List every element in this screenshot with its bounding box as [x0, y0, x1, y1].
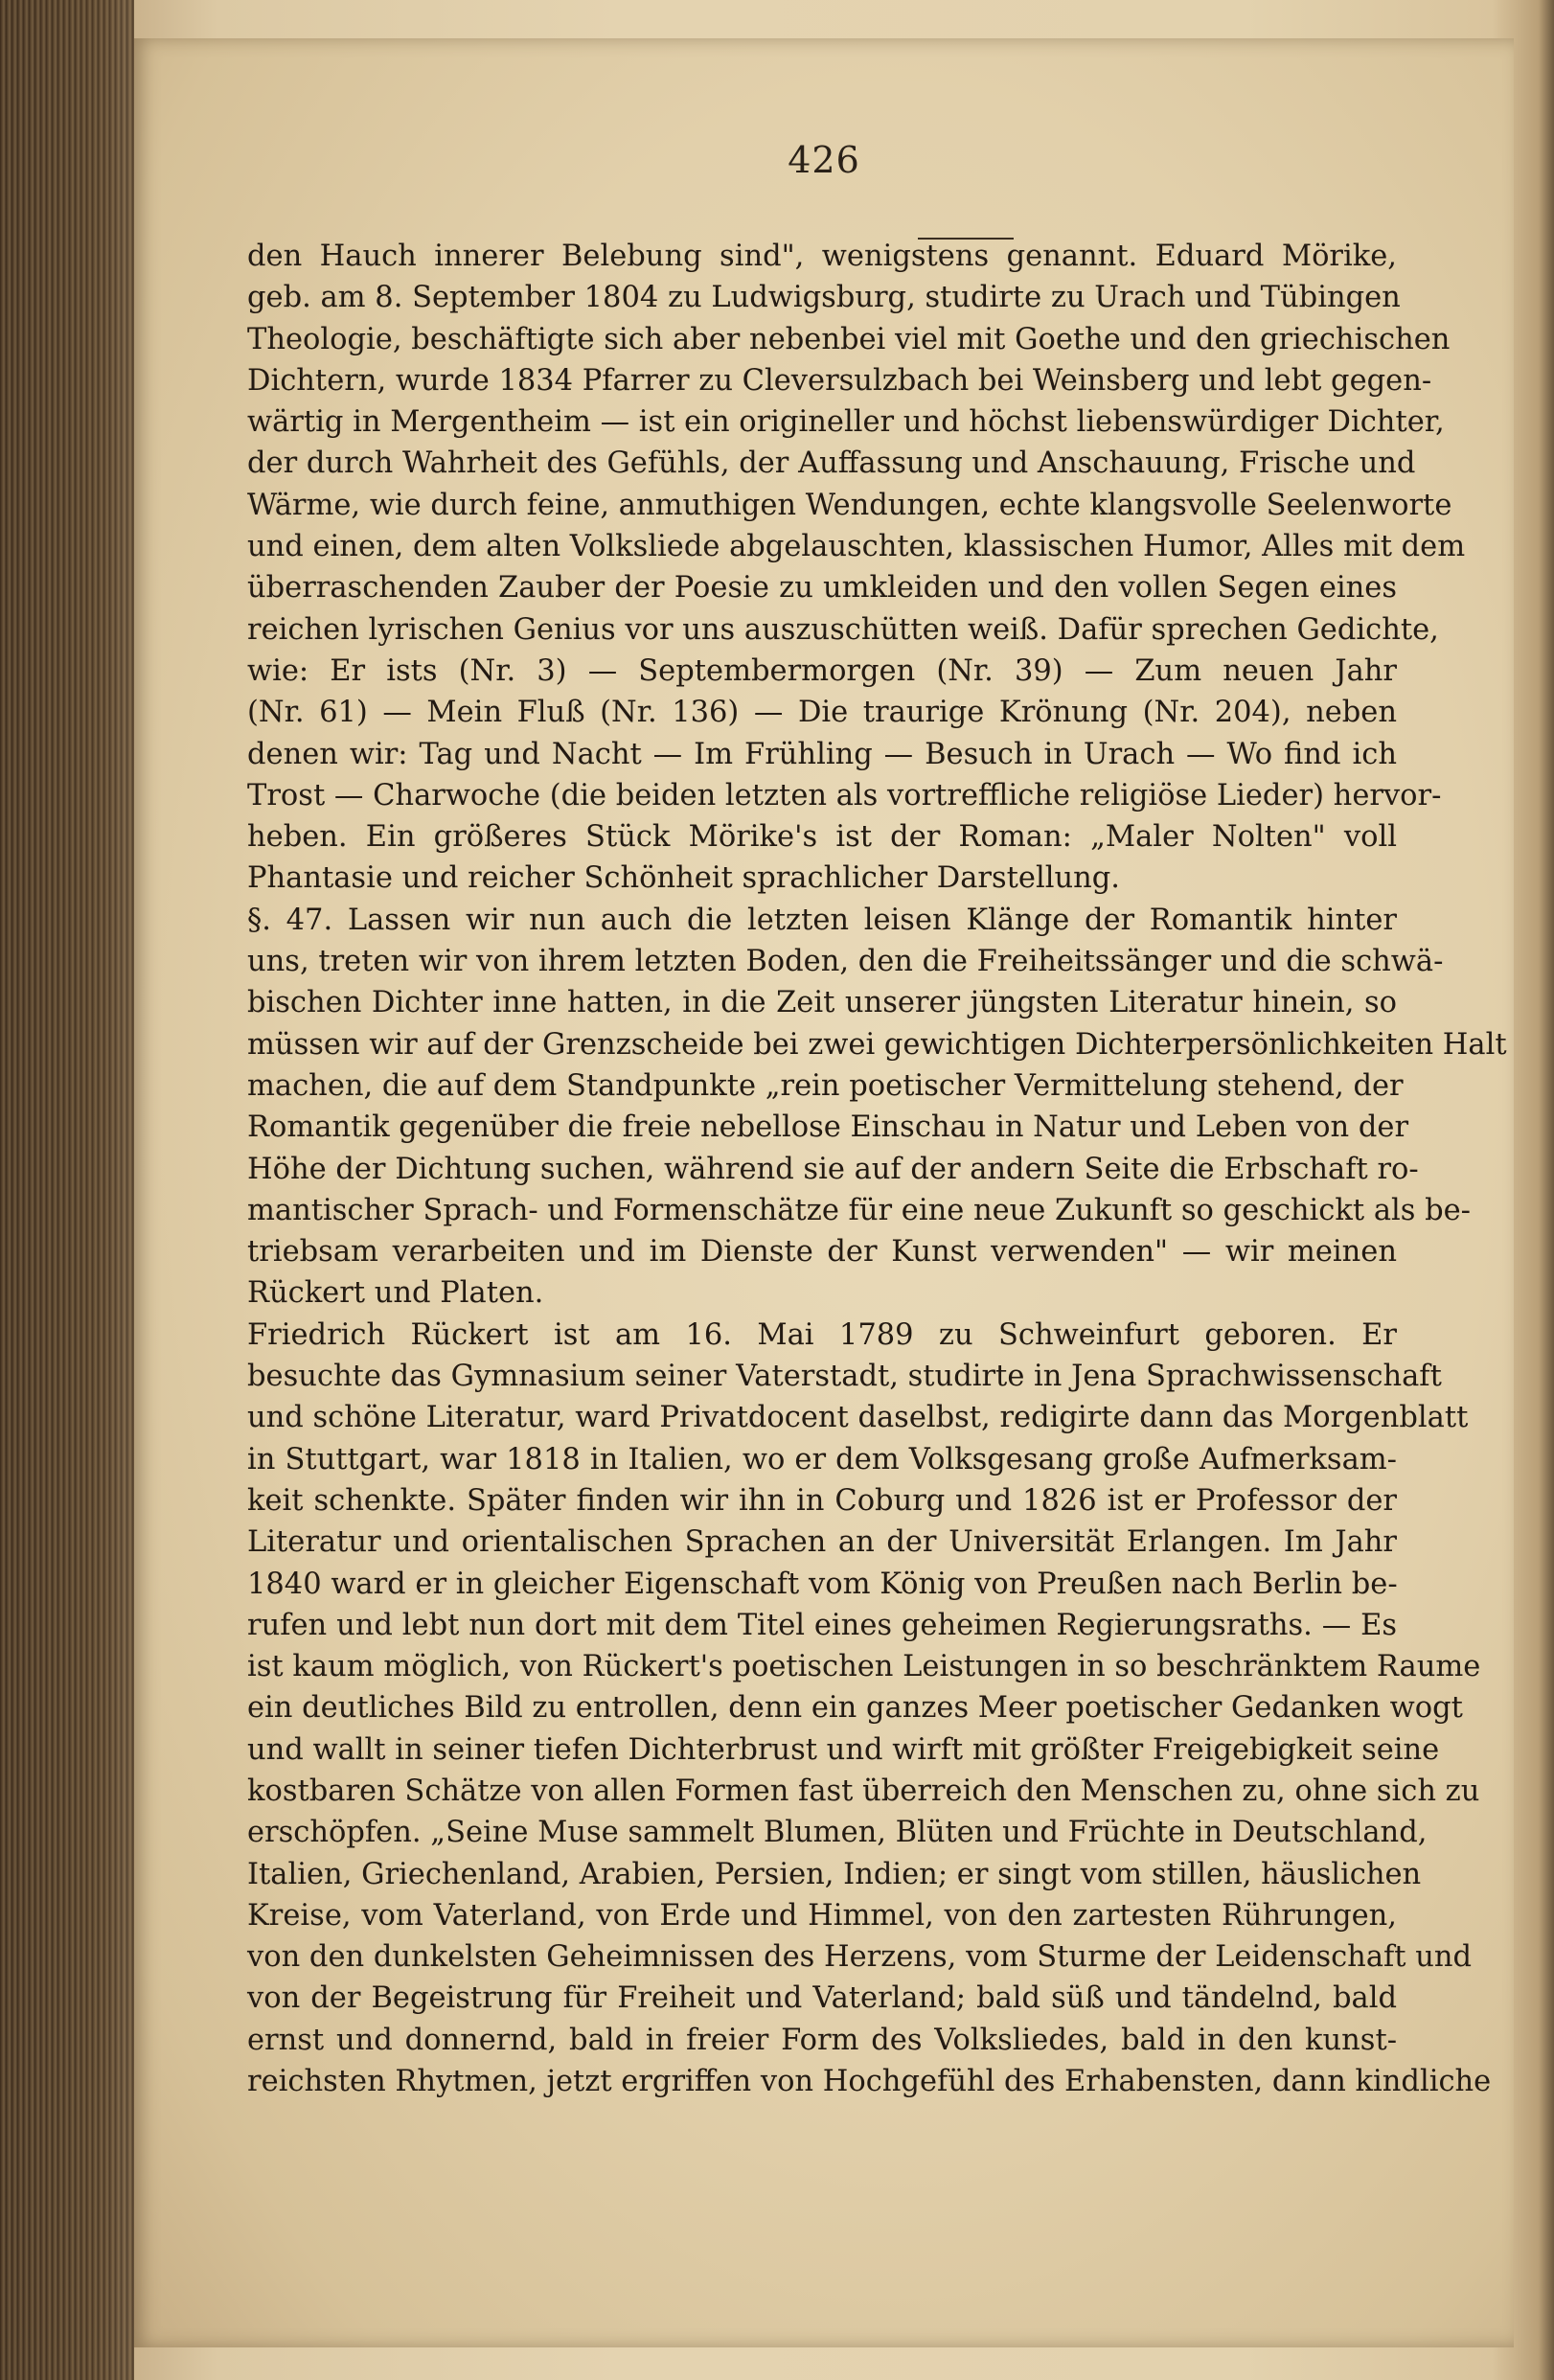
page-edges [0, 0, 134, 2380]
text-line: ein deutliches Bild zu entrollen, denn ein ganzes Meer poetischer Gedanken wogt [247, 1691, 1463, 1726]
text-line: Theologie, beschäftigte sich aber nebenbei viel mit Goethe und den griechischen [247, 322, 1451, 356]
text-line: Höhe der Dichtung suchen, während sie auf der andern Seite die Erbschaft ro- [247, 1152, 1419, 1186]
text-line: überraschenden Zauber der Poesie zu umkleiden und den vollen Segen eines [247, 571, 1397, 606]
text-line: Trost — Charwoche (die beiden letzten als vortreffliche religiöse Lieder) hervor- [247, 778, 1442, 812]
body-text [247, 236, 1507, 2102]
text-line: und schöne Literatur, ward Privatdocent daselbst, redigirte dann das Morgenblatt [247, 1401, 1469, 1435]
text-line: von den dunkelsten Geheimnissen des Herzens, vom Sturme der Leidenschaft und [247, 1940, 1473, 1975]
text-line: Kreise, vom Vaterland, von Erde und Himmel, von den zartesten Rührungen, [247, 1898, 1397, 1933]
text-line: und wallt in seiner tiefen Dichterbrust und wirft mit größter Freigebigkeit seine [247, 1732, 1440, 1767]
text-line: besuchte das Gymnasium seiner Vaterstadt, studirte in Jena Sprachwissenschaft [247, 1360, 1442, 1394]
text-line: ist kaum möglich, von Rückert's poetischen Leistungen in so beschränktem Raume [247, 1650, 1481, 1684]
text-line: wie: Er ists (Nr. 3) — Septembermorgen (Nr. 39) — Zum neuen Jahr [247, 653, 1397, 688]
text-line: in Stuttgart, war 1818 in Italien, wo er dem Volksgesang große Aufmerksam- [247, 1442, 1397, 1476]
text-line: 1840 ward er in gleicher Eigenschaft vom König von Preußen nach Berlin be- [247, 1567, 1398, 1601]
text-line: von der Begeistrung für Freiheit und Vaterland; bald süß und tändelnd, bald [247, 1981, 1397, 2016]
text-line: erschöpfen. „Seine Muse sammelt Blumen, Blüten und Früchte in Deutschland, [247, 1816, 1428, 1850]
text-line: heben. Ein größeres Stück Mörike's ist der Roman: „Maler Nolten" voll [247, 820, 1397, 855]
text-line: den Hauch innerer Belebung sind", wenigstens genannt. Eduard Mörike, [247, 240, 1397, 273]
text-line: kostbaren Schätze von allen Formen fast überreich den Menschen zu, ohne sich zu [247, 1774, 1480, 1808]
text-line: Wärme, wie durch feine, anmuthigen Wendungen, echte klangsvolle Seelenworte [247, 488, 1452, 522]
text-line: rufen und lebt nun dort mit dem Titel eines geheimen Regierungsraths. — Es [247, 1608, 1397, 1642]
text-line: der durch Wahrheit des Gefühls, der Auffassung und Anschauung, Frische und [247, 446, 1416, 481]
text-line: müssen wir auf der Grenzscheide bei zwei gewichtigen Dichterpersönlichkeiten Halt [247, 1027, 1507, 1062]
text-line: reichen lyrischen Genius vor uns auszuschütten weiß. Dafür sprechen Gedichte, [247, 612, 1439, 647]
text-line: bischen Dichter inne hatten, in die Zeit unserer jüngsten Literatur hinein, so [247, 986, 1397, 1020]
text-line: Friedrich Rückert ist am 16. Mai 1789 zu Schweinfurt geboren. Er [247, 1317, 1397, 1352]
text-line: denen wir: Tag und Nacht — Im Frühling — Besuch in Urach — Wo find ich [247, 737, 1397, 771]
text-line: (Nr. 61) — Mein Fluß (Nr. 136) — Die traurige Krönung (Nr. 204), neben [247, 696, 1397, 730]
text-line: Rückert und Platen. [247, 1276, 544, 1311]
text-line: mantischer Sprach- und Formenschätze für eine neue Zukunft so geschickt als be- [247, 1193, 1471, 1227]
text-line: geb. am 8. September 1804 zu Ludwigsburg, studirte zu Urach und Tübingen [247, 281, 1401, 315]
text-line: machen, die auf dem Standpunkte „rein poetischer Vermittelung stehend, der [247, 1068, 1404, 1103]
text-line: wärtig in Mergentheim — ist ein origineller und höchst liebenswürdiger Dichter, [247, 405, 1445, 440]
text-line: keit schenkte. Später finden wir ihn in Coburg und 1826 ist er Professor der [247, 1483, 1397, 1518]
text-line: Romantik gegenüber die freie nebellose Einschau in Natur und Leben von der [247, 1110, 1409, 1145]
text-line: Dichtern, wurde 1834 Pfarrer zu Cleversulzbach bei Weinsberg und lebt gegen- [247, 363, 1432, 398]
text-line: ernst und donnernd, bald in freier Form des Volksliedes, bald in den kunst- [247, 2023, 1397, 2057]
section-heading-line: §. 47. Lassen wir nun auch die letzten leisen Klänge der Romantik hinter [247, 903, 1397, 937]
text-line: Italien, Griechenland, Arabien, Persien, Indien; er singt vom stillen, häuslichen [247, 1857, 1422, 1891]
text-line: triebsam verarbeiten und im Dienste der Kunst verwenden" — wir meinen [247, 1235, 1397, 1270]
text-line: Literatur und orientalischen Sprachen an der Universität Erlangen. Im Jahr [247, 1525, 1397, 1560]
page-number: 426 [788, 139, 860, 181]
text-line: reichsten Rhytmen, jetzt ergriffen von Hochgefühl des Erhabensten, dann kindliche [247, 2065, 1492, 2099]
text-line: uns, treten wir von ihrem letzten Boden, den die Freiheitssänger und die schwä- [247, 945, 1444, 979]
text-line: Phantasie und reicher Schönheit sprachlicher Darstellung. [247, 861, 1120, 896]
text-line: und einen, dem alten Volksliede abgelauschten, klassischen Humor, Alles mit dem [247, 530, 1466, 564]
